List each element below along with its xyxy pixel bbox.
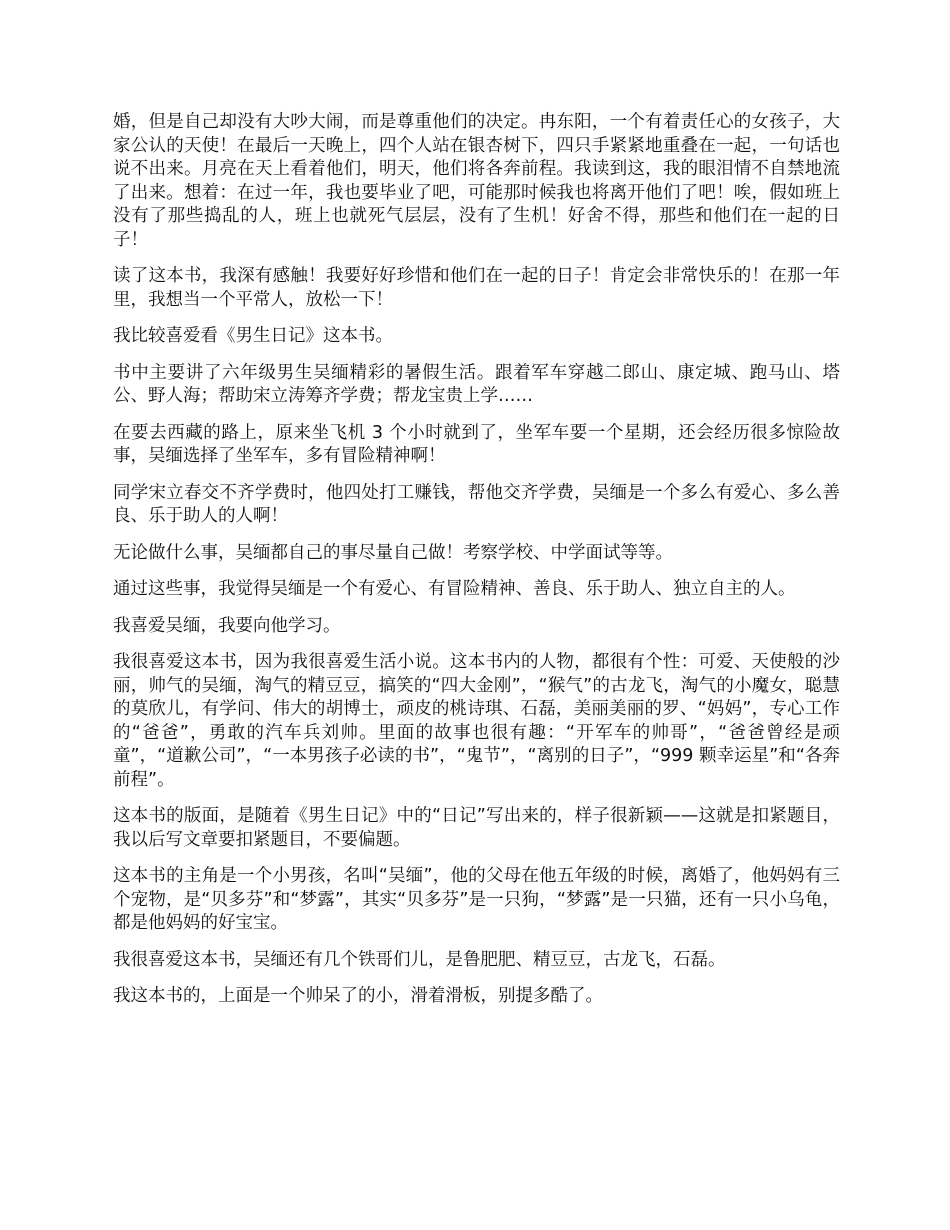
paragraph: 在要去西藏的路上，原来坐飞机 3 个小时就到了，坐军车要一个星期，还会经历很多惊险故事，吴缅选择了坐军车，多有冒险精神啊！ <box>113 422 840 466</box>
paragraph: 这本书的主角是一个小男孩，名叫“吴缅”，他的父母在他五年级的时候，离婚了，他妈妈有三个宠物，是“贝多芬”和“梦露”，其实“贝多芬”是一只狗，“梦露”是一只猫，还有一只小乌龟，都是他妈妈的好宝宝。 <box>113 866 840 933</box>
paragraph: 读了这本书，我深有感触！我要好好珍惜和他们在一起的日子！肯定会非常快乐的！在那一年里，我想当一个平常人，放松一下！ <box>113 266 840 310</box>
paragraph: 我很喜爱这本书，因为我很喜爱生活小说。这本书内的人物，都很有个性：可爱、天使般的沙丽，帅气的吴缅，淘气的精豆豆，搞笑的“四大金刚”，“猴气”的古龙飞，淘气的小魔女，聪慧的莫欣儿，有学问、伟大的胡博士，顽皮的桃诗琪、石磊，美丽美丽的罗、“妈妈”，专心工作的“爸爸”，勇敢的汽车兵刘帅。里面的故事也很有趣：“开军车的帅哥”，“爸爸曾经是顽童”，“道歉公司”，“一本男孩子必读的书”，“鬼节”，“离别的日子”，“999 颗幸运星”和“各奔前程”。 <box>113 652 840 790</box>
paragraph: 我很喜爱这本书，吴缅还有几个铁哥们儿，是鲁肥肥、精豆豆，古龙飞，石磊。 <box>113 949 726 970</box>
paragraph: 我这本书的，上面是一个帅呆了的小，滑着滑板，别提多酷了。 <box>113 986 603 1006</box>
paragraph: 我比较喜爱看《男生日记》这本书。 <box>113 326 393 346</box>
paragraph: 无论做什么事，吴缅都自己的事尽量自己做！考察学校、中学面试等等。 <box>113 542 673 563</box>
paragraph: 这本书的版面，是随着《男生日记》中的“日记”写出来的，样子很新颖——这就是扣紧题目，我以后写文章要扣紧题目，不要偏题。 <box>113 806 840 850</box>
paragraph: 我喜爱吴缅，我要向他学习。 <box>113 615 341 636</box>
paragraph: 通过这些事，我觉得吴缅是一个有爱心、有冒险精神、善良、乐于助人、独立自主的人。 <box>113 579 796 599</box>
paragraph: 婚，但是自己却没有大吵大闹，而是尊重他们的决定。冉东阳，一个有着责任心的女孩子，大家公认的天使！在最后一天晚上，四个人站在银杏树下，四只手紧紧地重叠在一起，一句话也说不出来。月亮在天上看着他们，明天，他们将各奔前程。我读到这，我的眼泪情不自禁地流了出来。想着：在过一年，我也要毕业了吧，可能那时候我也将离开他们了吧！唉，假如班上没有了那些捣乱的人，班上也就死气层层，没有了生机！好舍不得，那些和他们在一起的日子！ <box>113 112 840 250</box>
paragraph: 书中主要讲了六年级男生吴缅精彩的暑假生活。跟着军车穿越二郎山、康定城、跑马山、塔公、野人海；帮助宋立涛筹齐学费；帮龙宝贵上学…… <box>113 362 840 406</box>
paragraph: 同学宋立春交不齐学费时，他四处打工赚钱，帮他交齐学费，吴缅是一个多么有爱心、多么善良、乐于助人的人啊！ <box>113 482 840 526</box>
document-body <box>113 111 840 1022</box>
